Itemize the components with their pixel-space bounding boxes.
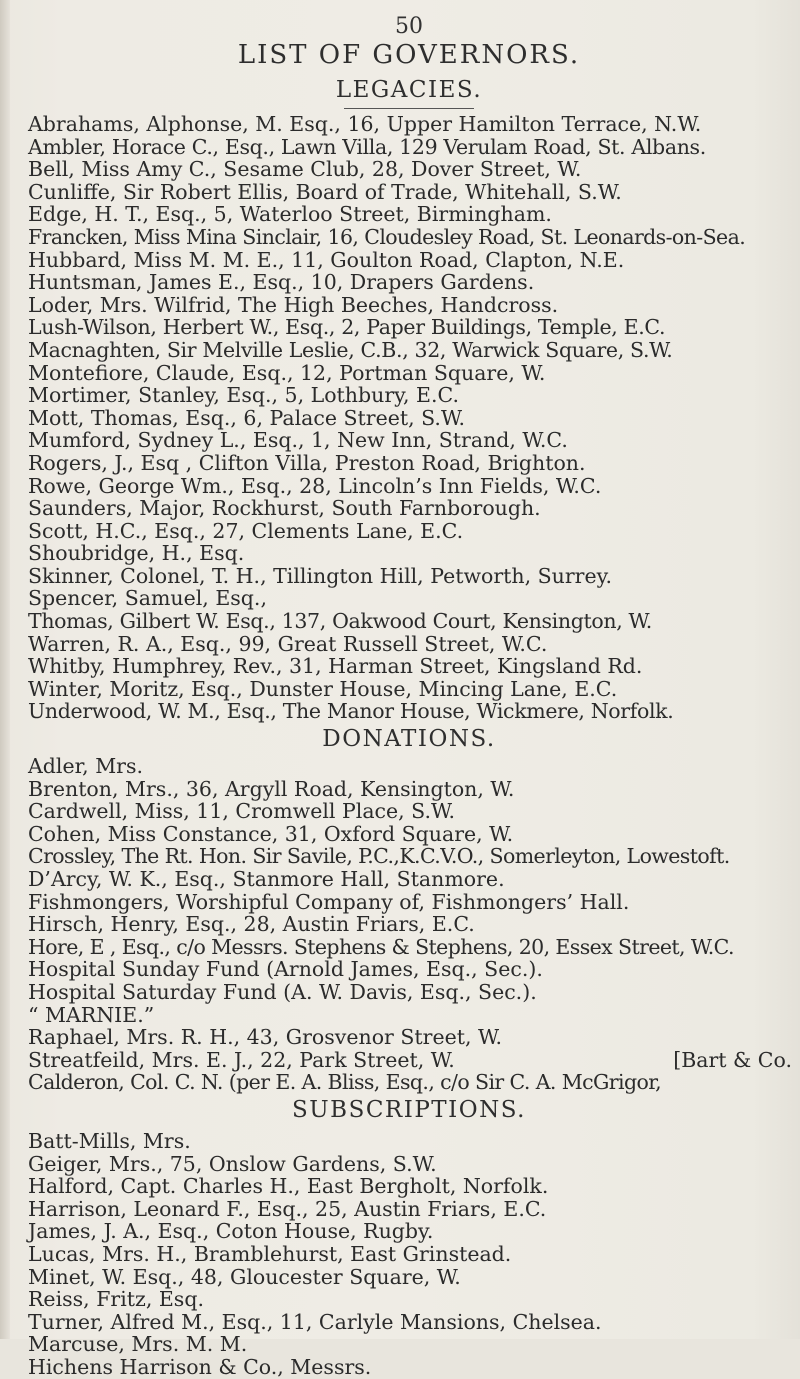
- list-item: Loder, Mrs. Wilfrid, The High Beeches, Handcross.: [28, 292, 559, 317]
- split-entry-right: [Bart & Co.: [673, 1047, 792, 1072]
- list-item: Fishmongers, Worshipful Company of, Fishmongers’ Hall.: [28, 889, 630, 914]
- list-item: Macnaghten, Sir Melville Leslie, C.B., 32, Warwick Square, S.W.: [28, 337, 673, 362]
- list-item: Winter, Moritz, Esq., Dunster House, Mincing Lane, E.C.: [28, 676, 618, 701]
- list-item: Brenton, Mrs., 36, Argyll Road, Kensington, W.: [28, 776, 515, 801]
- list-item: James, J. A., Esq., Coton House, Rugby.: [28, 1219, 434, 1244]
- section-heading-legacies: LEGACIES.: [335, 77, 483, 103]
- list-item: Cardwell, Miss, 11, Cromwell Place, S.W.: [28, 799, 456, 824]
- list-item: Turner, Alfred M., Esq., 11, Carlyle Mansions, Chelsea.: [28, 1309, 602, 1334]
- list-item: Mott, Thomas, Esq., 6, Palace Street, S.W.: [28, 405, 465, 430]
- list-item: Shoubridge, H., Esq.: [28, 541, 245, 566]
- list-item: Hubbard, Miss M. M. E., 11, Goulton Road, Clapton, N.E.: [28, 247, 625, 272]
- subscriptions-list: [28, 1130, 800, 1379]
- list-item: Marcuse, Mrs. M. M.: [28, 1332, 248, 1357]
- list-item: Spencer, Samuel, Esq.,: [28, 586, 267, 611]
- list-item: D’Arcy, W. K., Esq., Stanmore Hall, Stanmore.: [28, 867, 505, 891]
- list-item: Hospital Saturday Fund (A. W. Davis, Esq., Sec.).: [28, 979, 537, 1004]
- list-item-split: [28, 1049, 792, 1072]
- legacies-list: [28, 113, 800, 723]
- list-item: Raphael, Mrs. R. H., 43, Grosvenor Street, W.: [28, 1025, 502, 1050]
- list-item: Underwood, W. M., Esq., The Manor House, Wickmere, Norfolk.: [28, 699, 674, 724]
- page-gutter: [0, 0, 10, 1339]
- page-number: 50: [395, 14, 423, 39]
- list-item: Abrahams, Alphonse, M. Esq., 16, Upper Hamilton Terrace, N.W.: [28, 112, 702, 136]
- list-item: “ MARNIE.”: [28, 1002, 155, 1027]
- list-item: Warren, R. A., Esq., 99, Great Russell Street, W.C.: [28, 631, 548, 656]
- list-item: Lucas, Mrs. H., Bramblehurst, East Grinstead.: [28, 1241, 512, 1266]
- list-item: Minet, W. Esq., 48, Gloucester Square, W.: [28, 1264, 461, 1289]
- list-item: Lush-Wilson, Herbert W., Esq., 2, Paper Buildings, Temple, E.C.: [28, 315, 666, 340]
- list-item: Thomas, Gilbert W. Esq., 137, Oakwood Court, Kensington, W.: [28, 609, 652, 634]
- split-entry-left: Streatfeild, Mrs. E. J., 22, Park Street, W.: [28, 1047, 455, 1072]
- list-item: Harrison, Leonard F., Esq., 25, Austin Friars, E.C.: [28, 1196, 547, 1221]
- donations-list: [28, 755, 800, 1094]
- list-item: Cohen, Miss Constance, 31, Oxford Square, W.: [28, 821, 514, 846]
- list-item: Hore, E , Esq., c/o Messrs. Stephens & Stephens, 20, Essex Street, W.C.: [28, 934, 734, 959]
- list-item: Rowe, George Wm., Esq., 28, Lincoln’s Inn Fields, W.C.: [28, 473, 602, 498]
- list-item: Hospital Sunday Fund (Arnold James, Esq., Sec.).: [28, 957, 543, 982]
- list-item: Skinner, Colonel, T. H., Tillington Hill, Petworth, Surrey.: [28, 563, 612, 588]
- section-heading-donations: DONATIONS.: [322, 726, 496, 753]
- list-item: Hichens Harrison & Co., Messrs.: [28, 1354, 372, 1379]
- list-item: Bell, Miss Amy C., Sesame Club, 28, Dover Street, W.: [28, 157, 582, 182]
- list-item: Ambler, Horace C., Esq., Lawn Villa, 129 Verulam Road, St. Albans.: [28, 134, 706, 159]
- list-item: Huntsman, James E., Esq., 10, Drapers Gardens.: [28, 270, 535, 295]
- list-item: Halford, Capt. Charles H., East Bergholt, Norfolk.: [28, 1174, 549, 1199]
- list-item: Reiss, Fritz, Esq.: [28, 1287, 204, 1312]
- list-item: Scott, H.C., Esq., 27, Clements Lane, E.C.: [28, 518, 464, 543]
- list-item: Batt-Mills, Mrs.: [28, 1128, 191, 1153]
- list-item: Mumford, Sydney L., Esq., 1, New Inn, Strand, W.C.: [28, 428, 568, 453]
- list-item: Montefiore, Claude, Esq., 12, Portman Square, W.: [28, 360, 546, 385]
- list-item: Edge, H. T., Esq., 5, Waterloo Street, Birmingham.: [28, 202, 552, 227]
- list-item: Calderon, Col. C. N. (per E. A. Bliss, Esq., c/o Sir C. A. McGrigor,: [28, 1070, 662, 1095]
- heading-rule: [344, 108, 474, 109]
- list-item: Saunders, Major, Rockhurst, South Farnborough.: [28, 496, 541, 521]
- list-item: Mortimer, Stanley, Esq., 5, Lothbury, E.C.: [28, 383, 459, 408]
- list-item: Geiger, Mrs., 75, Onslow Gardens, S.W.: [28, 1151, 437, 1176]
- list-item: Rogers, J., Esq , Clifton Villa, Preston Road, Brighton.: [28, 450, 586, 475]
- list-item: Francken, Miss Mina Sinclair, 16, Cloudesley Road, St. Leonards-on-Sea.: [28, 224, 746, 249]
- list-item: Adler, Mrs.: [28, 754, 144, 779]
- list-item: Hirsch, Henry, Esq., 28, Austin Friars, E.C.: [28, 912, 475, 937]
- page-content: [28, 14, 800, 1378]
- page-title: LIST OF GOVERNORS.: [237, 40, 581, 70]
- list-item: Cunliffe, Sir Robert Ellis, Board of Trade, Whitehall, S.W.: [28, 179, 622, 204]
- list-item: Crossley, The Rt. Hon. Sir Savile, P.C.,K.C.V.O., Somerleyton, Lowestoft.: [28, 844, 730, 869]
- list-item: Whitby, Humphrey, Rev., 31, Harman Street, Kingsland Rd.: [28, 654, 643, 679]
- section-heading-subscriptions: SUBSCRIPTIONS.: [292, 1096, 526, 1123]
